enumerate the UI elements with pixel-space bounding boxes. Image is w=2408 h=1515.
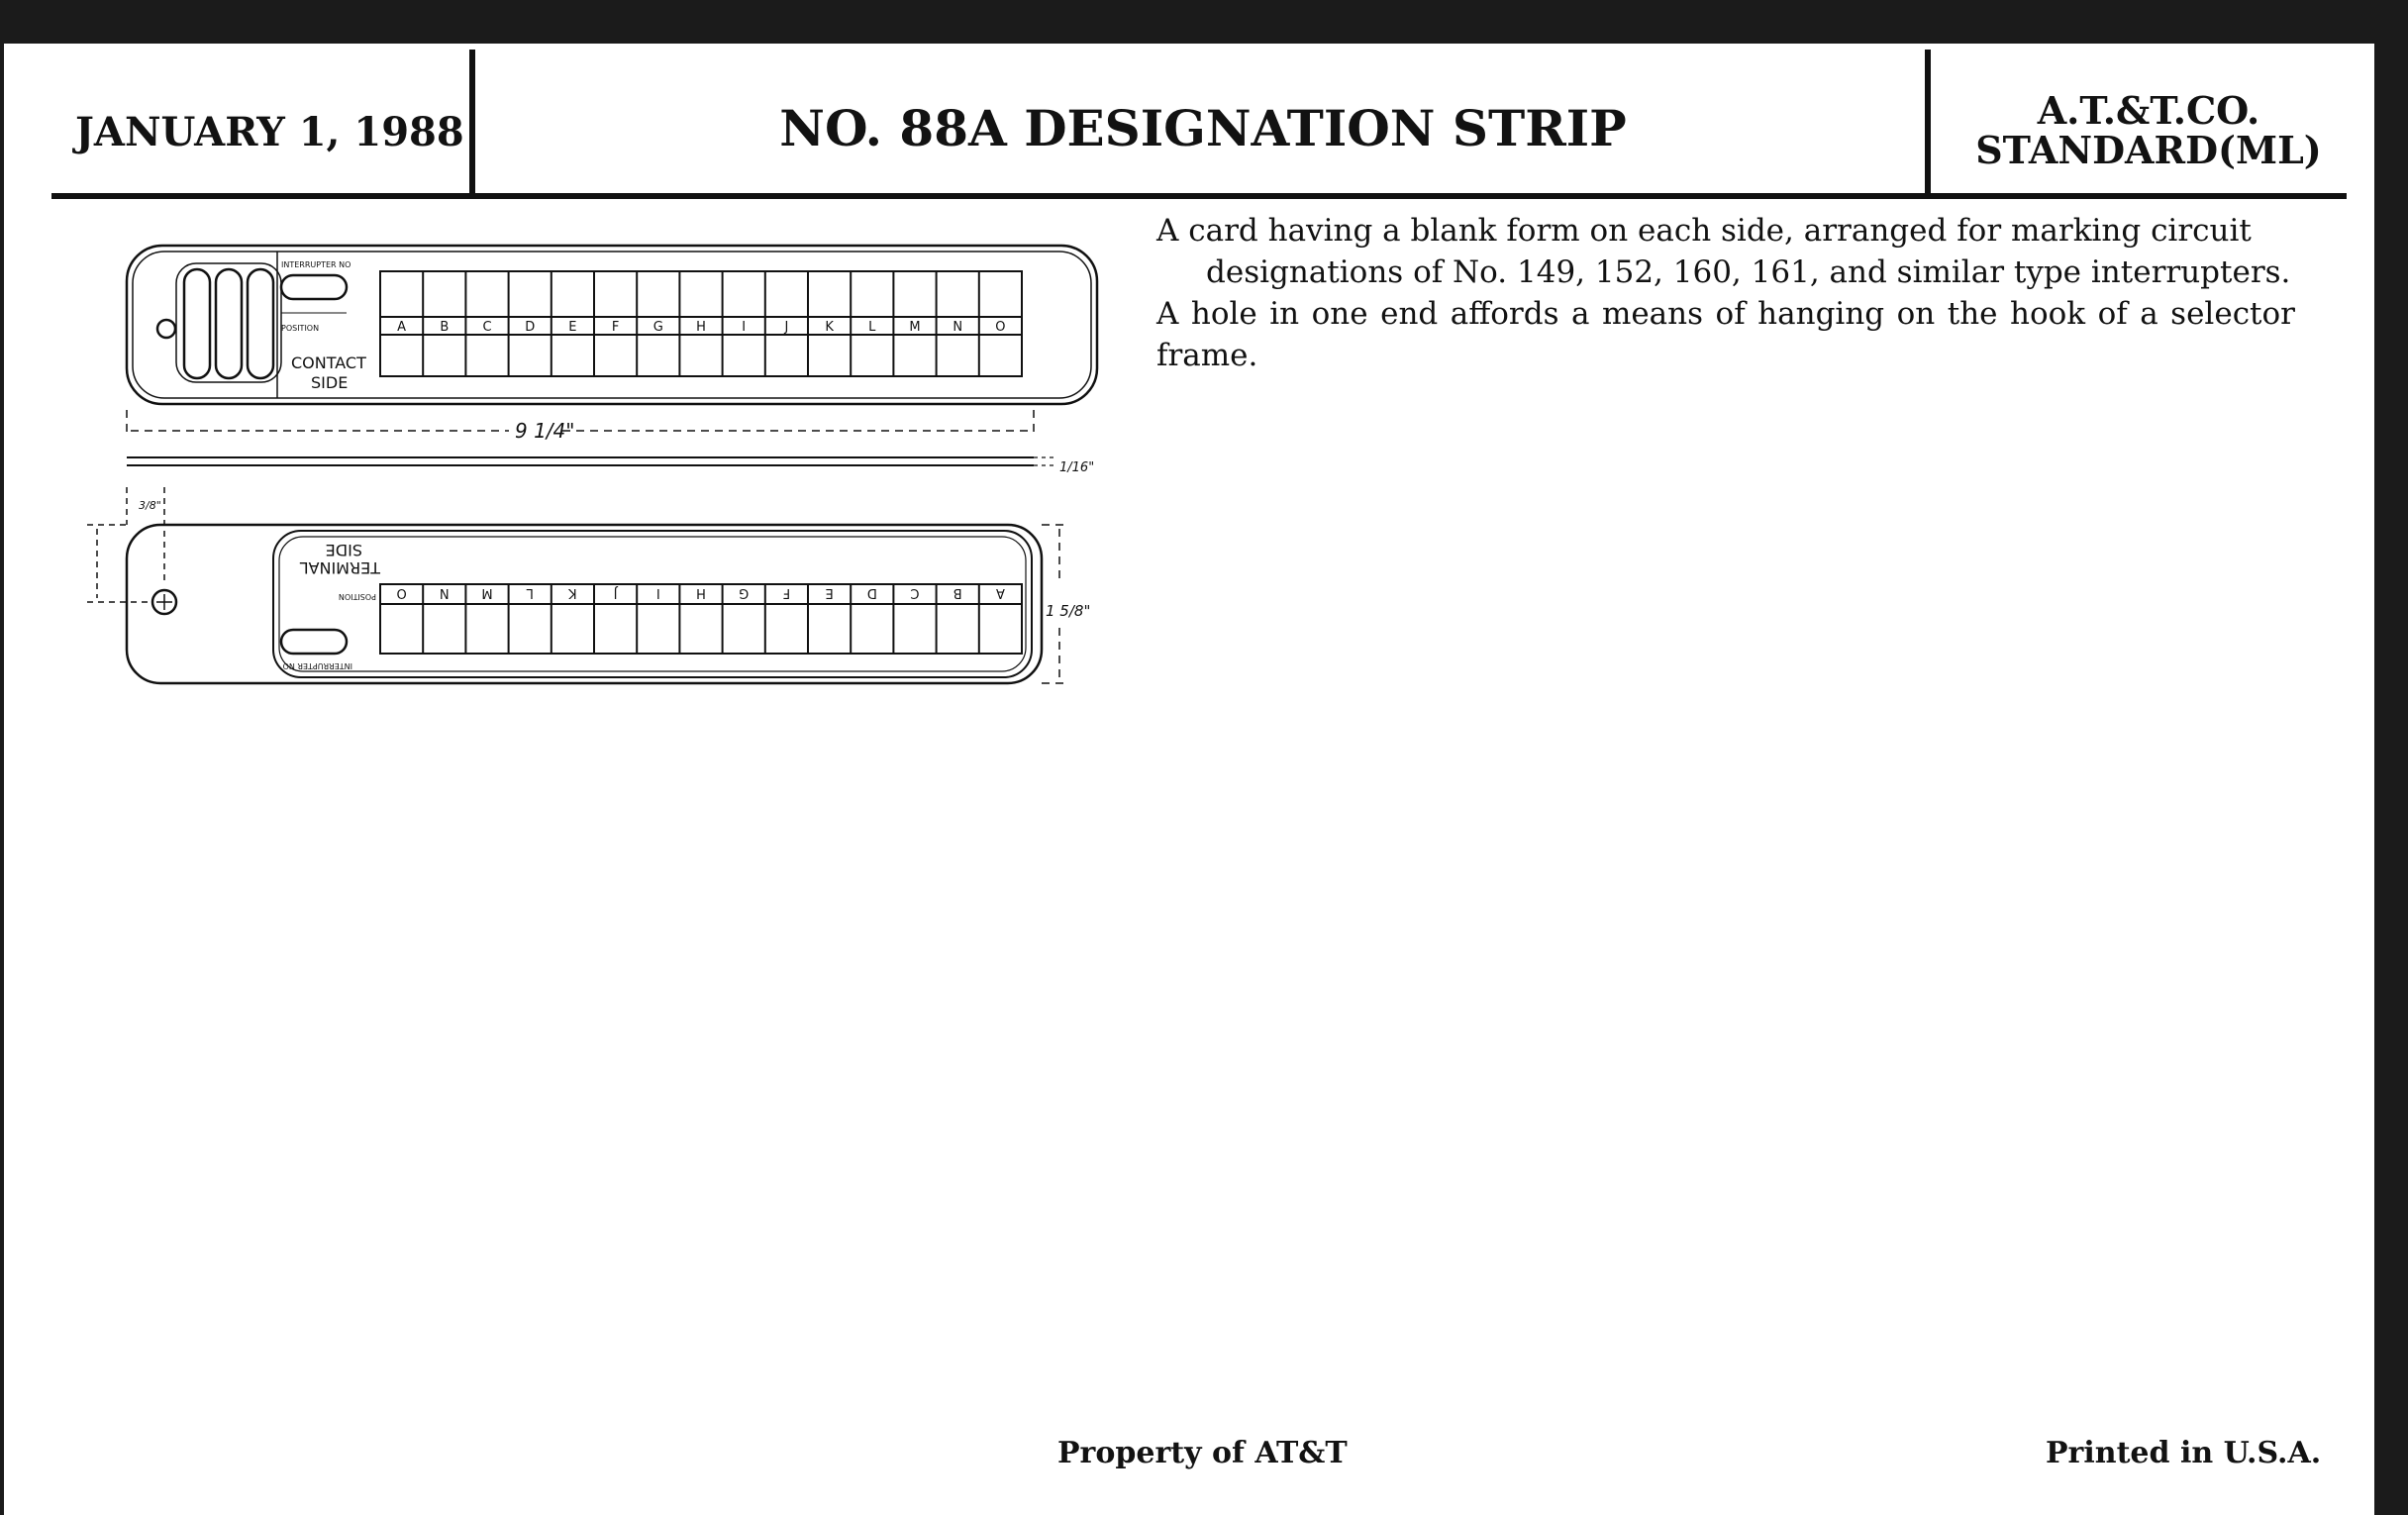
position-letter: E xyxy=(568,320,577,335)
standard-line-2: STANDARD(ML) xyxy=(1975,128,2322,172)
contact-side-label-2: SIDE xyxy=(311,373,349,392)
height-dimension-label: 1 5/8" xyxy=(1046,602,1091,620)
position-letter: B xyxy=(440,320,450,335)
position-letter: J xyxy=(613,585,618,600)
header-bottom-rule xyxy=(51,193,2347,199)
position-letter: L xyxy=(526,585,534,600)
position-letter: N xyxy=(439,585,450,600)
length-dimension-label: 9 1/4" xyxy=(515,419,575,443)
position-letter: J xyxy=(784,320,789,335)
position-letter: K xyxy=(825,320,834,335)
hanging-hole xyxy=(157,320,175,338)
description-line-1: A card having a blank form on each side, arranged for marking circuit xyxy=(1156,213,2252,249)
description xyxy=(1156,210,2295,376)
position-letter: O xyxy=(995,320,1006,335)
description-line-3: A hole in one end affords a means of hanging on the hook of a selector frame. xyxy=(1156,296,2295,373)
position-letter: G xyxy=(739,585,750,600)
position-letter: D xyxy=(866,585,877,600)
description-line-2: designations of No. 149, 152, 160, 161, and similar type interrupters. xyxy=(1206,254,2291,290)
contact-side-label-1: CONTACT xyxy=(291,354,366,372)
standard-label xyxy=(1931,88,2366,172)
printed-notice: Printed in U.S.A. xyxy=(2046,1436,2322,1470)
slot-oval xyxy=(184,269,210,378)
contact-position-label: POSITION xyxy=(281,324,320,333)
position-letter: B xyxy=(953,585,962,600)
hole-offset-dimension-label: 3/8" xyxy=(139,499,161,512)
position-letter: C xyxy=(910,585,920,600)
position-letter: H xyxy=(696,585,706,600)
property-notice: Property of AT&T xyxy=(1057,1436,1348,1470)
designation-strip-drawing xyxy=(67,228,1117,693)
position-letter: E xyxy=(825,585,834,600)
position-letter: F xyxy=(611,320,620,335)
terminal-position-label: POSITION xyxy=(338,592,376,601)
position-letter: O xyxy=(396,585,407,600)
terminal-side-strip xyxy=(127,525,1042,683)
document-title: NO. 88A DESIGNATION STRIP xyxy=(779,99,1627,157)
issue-date: JANUARY 1, 1988 xyxy=(75,109,464,155)
position-letter: D xyxy=(525,320,536,335)
position-letter: L xyxy=(868,320,876,335)
edge-view xyxy=(127,457,1057,465)
position-letter: I xyxy=(742,320,747,335)
slot-oval xyxy=(216,269,242,378)
scan-border-right xyxy=(2374,0,2408,1515)
header-divider-left xyxy=(469,50,475,196)
position-letter: A xyxy=(397,320,407,335)
position-letter: I xyxy=(655,585,660,600)
position-letter: A xyxy=(995,585,1005,600)
position-letter: M xyxy=(909,320,921,335)
terminal-side-label-1: TERMINAL xyxy=(299,558,380,577)
scan-border-top xyxy=(0,0,2408,44)
length-dimension xyxy=(127,410,1034,438)
position-letter: F xyxy=(782,585,791,600)
terminal-interrupter-label: INTERRUPTER NO xyxy=(282,661,352,670)
position-letter: H xyxy=(696,320,706,335)
position-letter: M xyxy=(481,585,493,600)
slot-oval xyxy=(248,269,273,378)
interrupter-no-field xyxy=(281,275,347,299)
standard-line-1: A.T.&T.CO. xyxy=(2037,88,2260,133)
position-letter: G xyxy=(652,320,663,335)
thickness-dimension-label: 1/16" xyxy=(1059,460,1095,475)
position-letter: K xyxy=(568,585,577,600)
terminal-side-label-2: SIDE xyxy=(325,541,362,559)
contact-interrupter-label: INTERRUPTER NO xyxy=(281,260,351,269)
interrupter-no-field xyxy=(281,630,347,654)
position-letter: N xyxy=(953,320,963,335)
position-letter: C xyxy=(482,320,492,335)
